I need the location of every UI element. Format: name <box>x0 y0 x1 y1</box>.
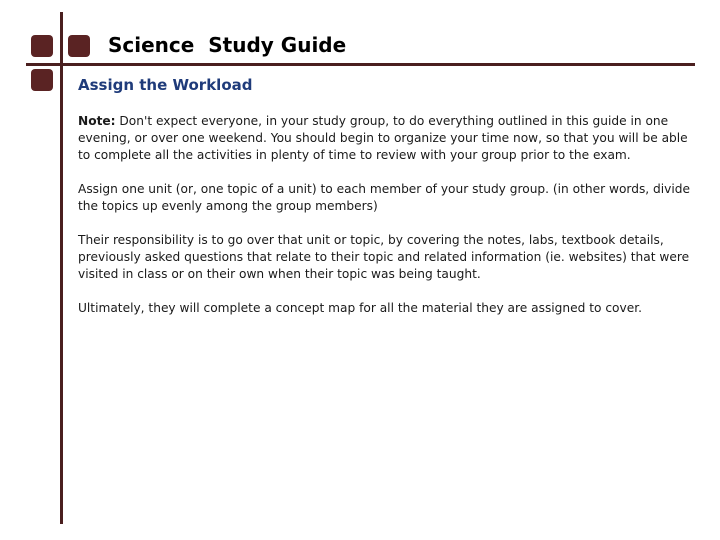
section-heading: Assign the Workload <box>78 76 253 94</box>
decorative-square-top-right <box>68 35 90 57</box>
responsibility-paragraph: Their responsibility is to go over that unit or topic, by covering the notes, labs, textbook details, previously asked questions that relate to their topic and related information (ie. websites) that were visited in class or on their own when their topic was being taught. <box>78 233 690 281</box>
assign-paragraph: Assign one unit (or, one topic of a unit) to each member of your study group. (in other words, divide the topics up evenly among the group members) <box>78 182 691 213</box>
note-text: Don't expect everyone, in your study group, to do everything outlined in this guide in one evening, or over one weekend. You should begin to organize your time now, so that you will be able to complete all the activities in plenty of time to review with your group prior to the exam. <box>78 114 688 162</box>
body-text <box>78 113 690 334</box>
note-label: Note: <box>78 114 116 128</box>
horizontal-divider-line <box>26 63 695 66</box>
decorative-square-top-left <box>31 35 53 57</box>
concept-map-paragraph: Ultimately, they will complete a concept map for all the material they are assigned to cover. <box>78 301 642 315</box>
page-title: Science Study Guide <box>108 33 347 57</box>
note-paragraph <box>78 113 690 164</box>
decorative-square-bottom-left <box>31 69 53 91</box>
vertical-divider-line <box>60 12 63 524</box>
